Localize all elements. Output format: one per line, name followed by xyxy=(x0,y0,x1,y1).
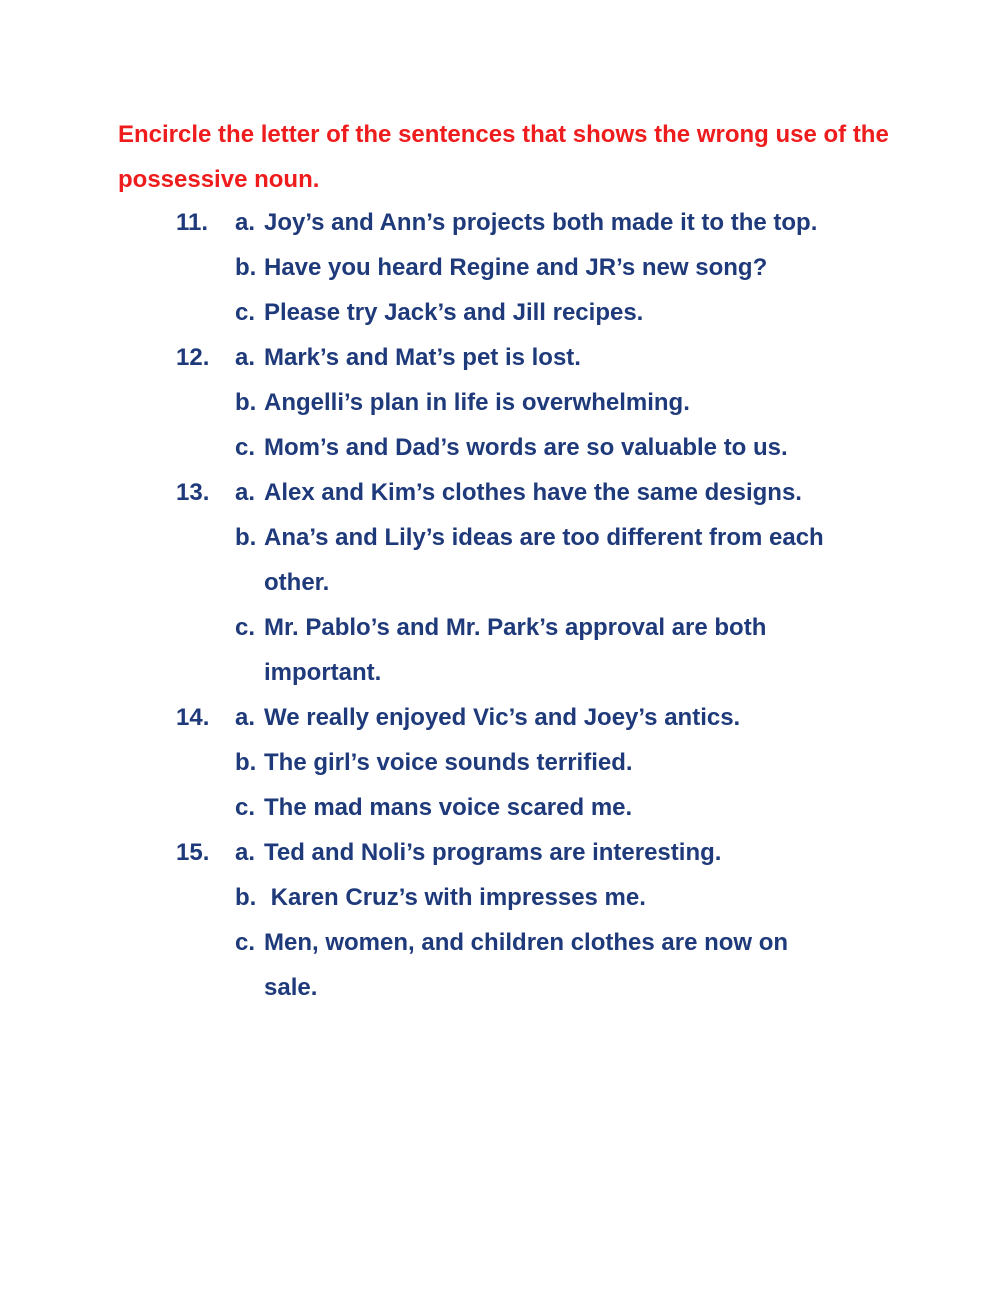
option-text: important. xyxy=(264,659,382,686)
option-letter[interactable]: a. xyxy=(235,839,256,866)
question-number: 15. xyxy=(176,839,210,866)
option-letter[interactable]: c. xyxy=(235,929,256,956)
option-line xyxy=(0,920,1000,965)
option-letter[interactable]: a. xyxy=(235,704,256,731)
option-text: Please try Jack’s and Jill recipes. xyxy=(264,299,644,326)
question-number: 14. xyxy=(176,704,210,731)
question-list xyxy=(0,200,1000,1010)
question-12 xyxy=(0,335,1000,470)
option-letter[interactable]: b. xyxy=(235,389,257,416)
question-14 xyxy=(0,695,1000,830)
option-text: Joy’s and Ann’s projects both made it to the top. xyxy=(264,209,818,236)
option-line xyxy=(0,380,1000,425)
option-line xyxy=(0,560,1000,605)
option-line xyxy=(0,425,1000,470)
option-line xyxy=(0,290,1000,335)
option-line xyxy=(0,650,1000,695)
question-number: 12. xyxy=(176,344,210,371)
option-letter[interactable]: c. xyxy=(235,434,256,461)
question-number: 13. xyxy=(176,479,210,506)
option-letter[interactable]: b. xyxy=(235,749,257,776)
option-line xyxy=(0,200,1000,245)
instructions: Encircle the letter of the sentences that shows the wrong use of the possessive noun. xyxy=(118,121,889,193)
option-line xyxy=(0,875,1000,920)
option-letter[interactable]: b. xyxy=(235,524,257,551)
option-text: Men, women, and children clothes are now on xyxy=(264,929,789,956)
option-text: Alex and Kim’s clothes have the same designs. xyxy=(264,479,802,506)
option-text: other. xyxy=(264,569,330,596)
option-text: Karen Cruz’s with impresses me. xyxy=(264,884,646,911)
option-line xyxy=(0,695,1000,740)
option-text: The mad mans voice scared me. xyxy=(264,794,633,821)
option-line xyxy=(0,830,1000,875)
question-13 xyxy=(0,470,1000,695)
option-text: Have you heard Regine and JR’s new song? xyxy=(264,254,768,281)
option-letter[interactable]: c. xyxy=(235,794,256,821)
option-text: Ted and Noli’s programs are interesting. xyxy=(264,839,722,866)
option-text: Mark’s and Mat’s pet is lost. xyxy=(264,344,581,371)
option-letter[interactable]: a. xyxy=(235,344,256,371)
option-letter[interactable]: a. xyxy=(235,209,256,236)
option-line xyxy=(0,245,1000,290)
option-line xyxy=(0,740,1000,785)
option-letter[interactable]: b. xyxy=(235,884,257,911)
option-letter[interactable]: c. xyxy=(235,299,256,326)
option-line xyxy=(0,605,1000,650)
option-text: The girl’s voice sounds terrified. xyxy=(264,749,633,776)
option-letter[interactable]: b. xyxy=(235,254,257,281)
option-text: Mom’s and Dad’s words are so valuable to us. xyxy=(264,434,788,461)
option-text: We really enjoyed Vic’s and Joey’s antics. xyxy=(264,704,741,731)
option-line xyxy=(0,515,1000,560)
option-line xyxy=(0,335,1000,380)
option-line xyxy=(0,965,1000,1010)
question-15 xyxy=(0,830,1000,1010)
option-line xyxy=(0,470,1000,515)
option-text: Mr. Pablo’s and Mr. Park’s approval are both xyxy=(264,614,767,641)
option-text: Angelli’s plan in life is overwhelming. xyxy=(264,389,690,416)
question-11 xyxy=(0,200,1000,335)
option-letter[interactable]: c. xyxy=(235,614,256,641)
question-number: 11. xyxy=(176,209,209,236)
option-line xyxy=(0,785,1000,830)
option-text: sale. xyxy=(264,974,318,1001)
option-text: Ana’s and Lily’s ideas are too different from each xyxy=(264,524,824,551)
option-letter[interactable]: a. xyxy=(235,479,256,506)
